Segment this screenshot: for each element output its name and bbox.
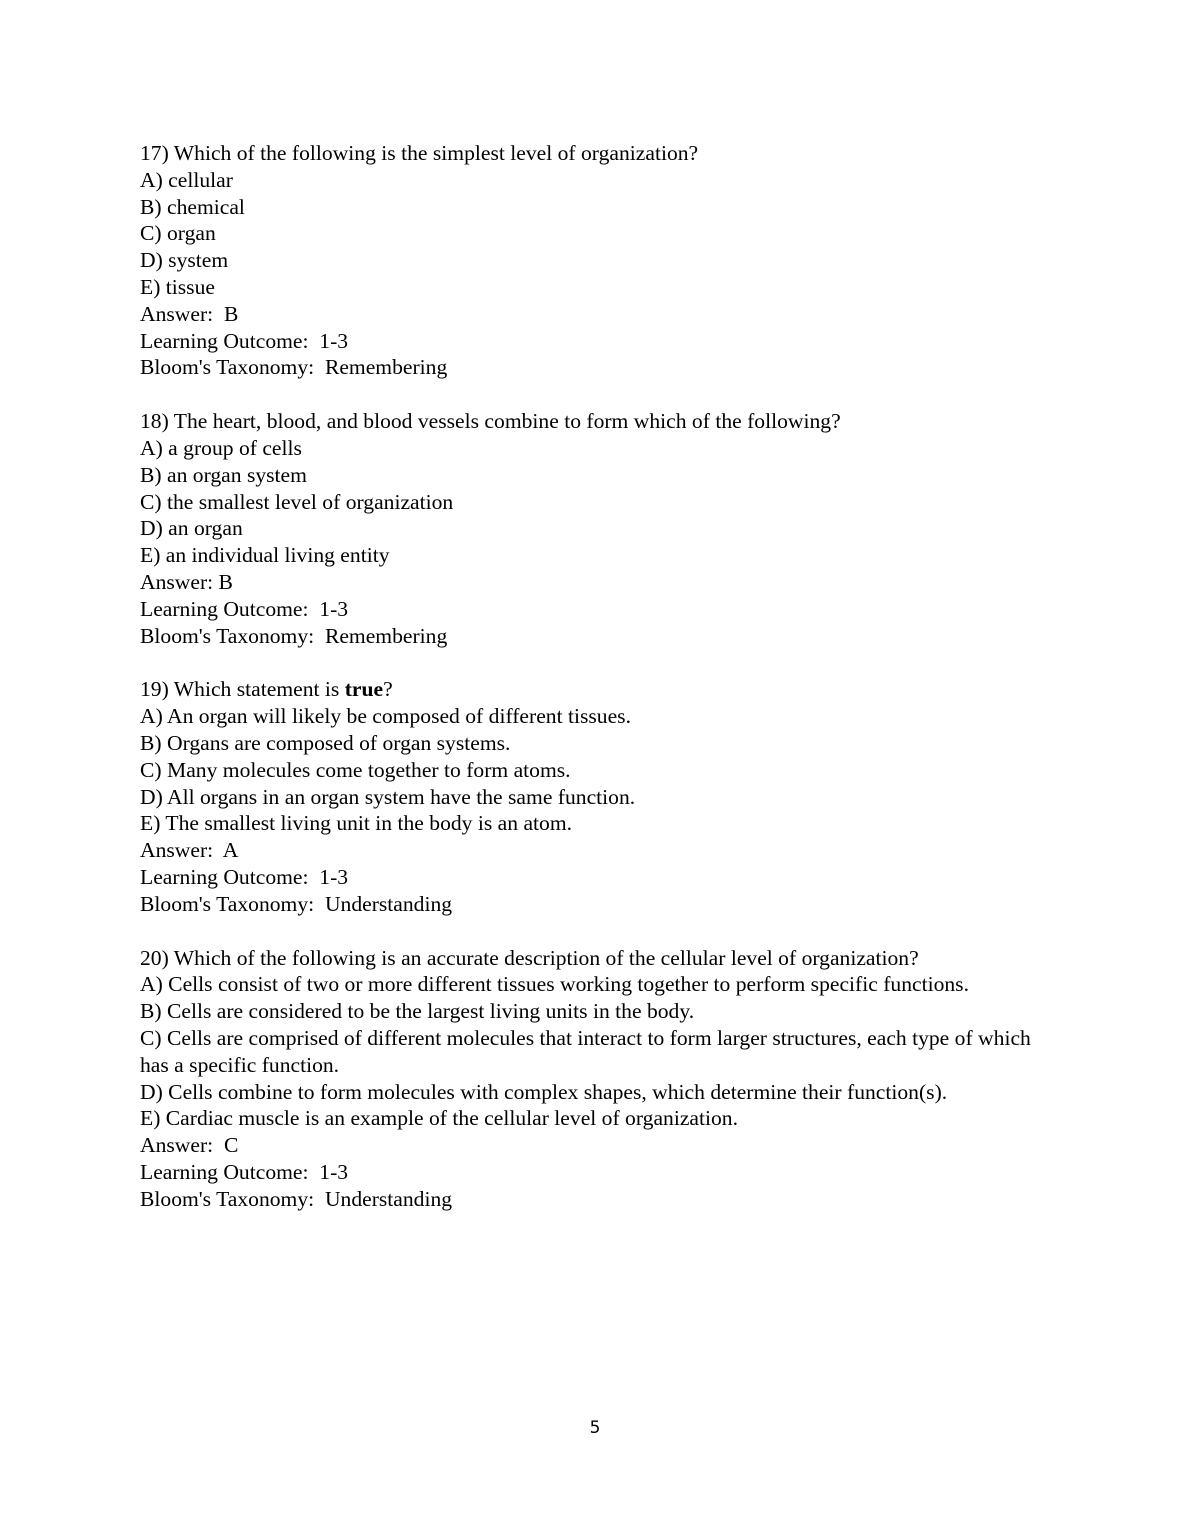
learning-outcome-line: Learning Outcome: 1-3 <box>140 864 349 889</box>
learning-outcome-line: Learning Outcome: 1-3 <box>140 596 349 621</box>
option-e: E) tissue <box>140 274 215 299</box>
question-stem: 17) Which of the following is the simplest level of organization? <box>140 141 699 165</box>
question-stem: 18) The heart, blood, and blood vessels combine to form which of the following? <box>140 409 841 434</box>
bloom-taxonomy-line: Bloom's Taxonomy: Understanding <box>140 1186 453 1211</box>
bloom-taxonomy-line: Bloom's Taxonomy: Remembering <box>140 623 448 648</box>
option-c: C) Cells are comprised of different molecules that interact to form larger structures, each type of which has a specific function. <box>140 1025 1031 1077</box>
question-17 <box>140 140 1050 381</box>
option-d: D) Cells combine to form molecules with complex shapes, which determine their function(s). <box>140 1079 948 1104</box>
option-b: B) Organs are composed of organ systems. <box>140 730 511 755</box>
answer-line: Answer: A <box>140 838 239 863</box>
answer-line: Answer: C <box>140 1133 239 1158</box>
answer-line: Answer: B <box>140 569 233 594</box>
question-18 <box>140 408 1050 649</box>
stem-emphasis: true <box>344 677 384 702</box>
option-a: A) a group of cells <box>140 435 302 460</box>
option-e: E) an individual living entity <box>140 543 390 568</box>
option-b: B) Cells are considered to be the largest living units in the body. <box>140 999 695 1024</box>
option-e: E) Cardiac muscle is an example of the cellular level of organization. <box>140 1106 738 1131</box>
bloom-taxonomy-line: Bloom's Taxonomy: Understanding <box>140 891 453 916</box>
option-e: E) The smallest living unit in the body is an atom. <box>140 811 573 836</box>
question-20 <box>140 945 1050 1213</box>
option-a: A) An organ will likely be composed of different tissues. <box>140 704 631 729</box>
learning-outcome-line: Learning Outcome: 1-3 <box>140 1159 349 1184</box>
stem-prefix: 19) Which statement is <box>140 677 345 702</box>
option-a: A) cellular <box>140 167 233 192</box>
option-d: D) All organs in an organ system have the same function. <box>140 784 636 809</box>
question-stem <box>140 676 1050 703</box>
option-c: C) the smallest level of organization <box>140 489 454 514</box>
learning-outcome-line: Learning Outcome: 1-3 <box>140 328 349 353</box>
option-c: C) organ <box>140 221 216 246</box>
option-c: C) Many molecules come together to form atoms. <box>140 757 571 782</box>
option-d: D) system <box>140 248 229 273</box>
option-b: B) an organ system <box>140 462 307 487</box>
answer-line: Answer: B <box>140 301 239 326</box>
question-stem: 20) Which of the following is an accurate description of the cellular level of organization? <box>140 945 919 970</box>
page-number: 5 <box>589 1418 601 1438</box>
bloom-taxonomy-line: Bloom's Taxonomy: Remembering <box>140 355 448 380</box>
question-list <box>140 140 1050 1239</box>
stem-suffix: ? <box>383 677 393 702</box>
option-a: A) Cells consist of two or more different tissues working together to perform specific functions. <box>140 972 969 997</box>
option-d: D) an organ <box>140 516 243 541</box>
question-19 <box>140 676 1050 917</box>
option-b: B) chemical <box>140 194 245 219</box>
